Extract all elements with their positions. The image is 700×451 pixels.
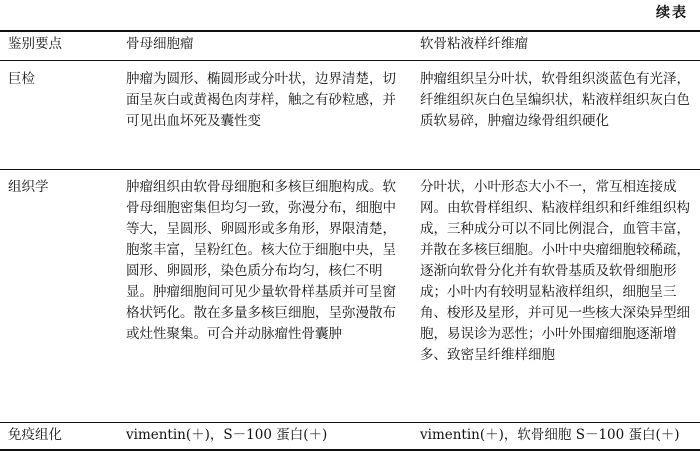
cell-histology-chondromyxoid-fibroma: 分叶状，小叶形态大小不一，常互相连接成网。由软骨样组织、粘液样组织和纤维组织构成，三种成分可以不同比例混合，血管丰富，并散在多核巨细胞。小叶中央瘤细胞较稀疏，逐渐向软骨分化并有软骨基质及软骨细胞形成；小叶内有较明显粘液样组织，细胞呈三角、梭形及星形，并可见一些核大深染异型细胞，易误诊为恶性；小叶外围瘤细胞逐渐增多、致密呈纤维样细胞 xyxy=(412,170,700,423)
header-chondromyxoid-fibroma: 软骨粘液样纤维瘤 xyxy=(412,31,700,61)
row-label-immunohistochemistry: 免疫组化 xyxy=(0,423,118,451)
table-row-histology xyxy=(0,170,700,423)
cell-gross-osteoblastoma: 肿瘤为圆形、椭圆形或分叶状，边界清楚，切面呈灰白或黄褐色肉芽样，触之有砂粒感，并可见出血坏死及囊性变 xyxy=(126,71,396,129)
table-header-row xyxy=(0,31,700,61)
cell-ihc-chondromyxoid-fibroma: vimentin(＋)，软骨细胞 S－100 蛋白(＋) xyxy=(412,423,700,451)
differential-diagnosis-table xyxy=(0,30,700,451)
cell-ihc-osteoblastoma: vimentin(＋)，S－100 蛋白(＋) xyxy=(118,423,412,451)
header-osteoblastoma: 骨母细胞瘤 xyxy=(118,31,412,61)
cell-gross-chondromyxoid-fibroma: 肿瘤组织呈分叶状，软骨组织淡蓝色有光泽，纤维组织灰白色呈编织状，粘液样组织灰白色质软易碎，肿瘤边缘骨组织硬化 xyxy=(420,71,690,129)
table-row-gross xyxy=(0,61,700,170)
row-label-gross: 巨检 xyxy=(8,71,35,87)
header-feature: 鉴别要点 xyxy=(0,31,118,61)
row-label-histology: 组织学 xyxy=(0,170,118,423)
continued-label: 续表 xyxy=(656,5,688,21)
table-row-immunohistochemistry xyxy=(0,423,700,451)
cell-histology-osteoblastoma: 肿瘤组织由软骨母细胞和多核巨细胞构成。软骨母细胞密集但均匀一致，弥漫分布，细胞中等大，呈圆形、卵圆形或多角形，界限清楚，胞浆丰富，呈粉红色。核大位于细胞中央，呈圆形、卵圆形，染色质分布均匀，核仁不明显。肿瘤细胞间可见少量软骨样基质并可呈窗格状钙化。散在多量多核巨细胞，呈弥漫散布或灶性聚集。可合并动脉瘤性骨囊肿 xyxy=(118,170,412,423)
